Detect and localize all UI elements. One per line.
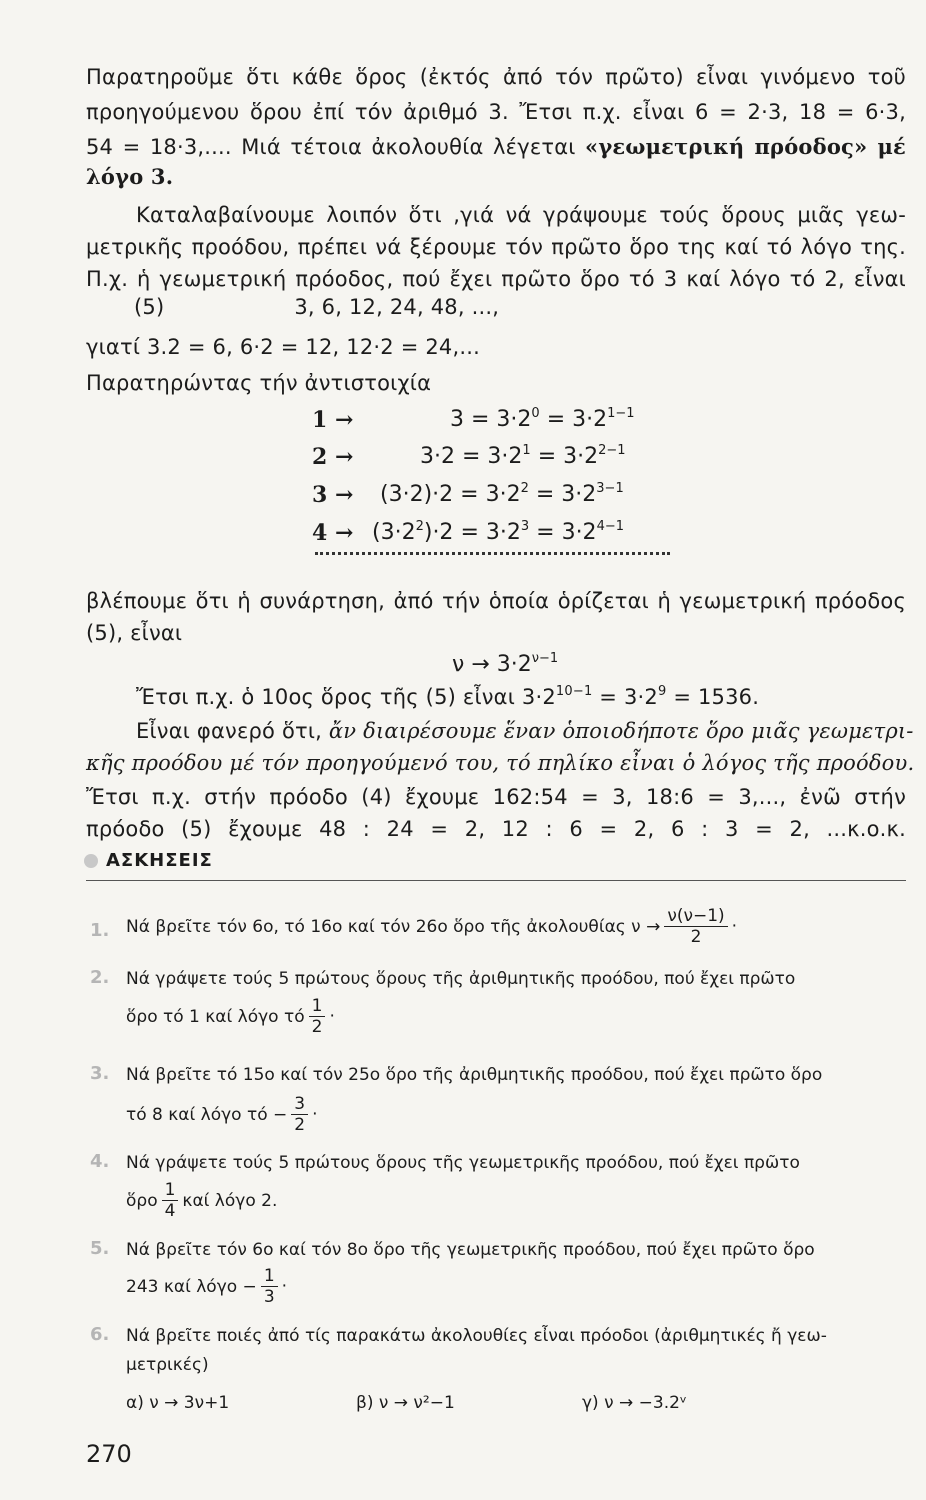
exercise-text: Νά γράψετε τούς 5 πρώτους ὅρους τῆς ἀριθμητικῆς προόδου, πού ἔχει πρῶτο [126,969,796,989]
text-line-15 [86,716,914,746]
table-row-2-expr [420,442,626,472]
mid-exp: 0 [531,406,540,421]
fraction [291,1094,308,1135]
exercise-text: Νά βρεῖτε τόν 6ο, τό 16ο καί τόν 26ο ὅρο τῆς ἀκολουθίας ν → [126,916,661,937]
row-index: 3 → [312,482,354,508]
exercise-text: Νά βρεῖτε τό 15ο καί τόν 25ο ὅρο τῆς ἀριθμητικῆς προόδου, πού ἔχει πρῶτο ὅρο [126,1065,823,1085]
text-line-5: Καταλαβαίνουμε λοιπόν ὅτι ,γιά νά γράψουμε τούς ὅρους μιᾶς γεω- [136,203,906,227]
fraction [261,1266,278,1307]
row-index: 2 → [312,444,354,470]
heading-rule [86,880,906,881]
heading-bullet-icon [84,854,98,868]
rhs: = 3·2 [537,444,599,469]
mid-exp: 3 [520,519,530,534]
exercise-text: Νά βρεῖτε ποιές ἀπό τίς παρακάτω ἀκολουθίες εἶναι πρόοδοι (ἀριθμητικές ἤ γεω- [126,1326,827,1346]
lhs-exp: 2 [415,519,424,534]
exp-2: 9 [657,684,667,699]
option-b: β) ν → ν²−1 [356,1393,455,1413]
lhs: 3 [450,407,464,432]
text-14b: = 3·2 [592,685,658,709]
end: · [329,1006,335,1027]
text-line-4: λόγο 3. [86,164,174,189]
table-row-3-expr [380,480,624,510]
row-index: 1 → [312,407,354,433]
end: · [281,1276,288,1297]
fraction [309,996,326,1037]
text-line-2: προηγούμενου ὅρου ἐπί τόν ἀριθμό 3. Ἔτσι π.χ. εἶναι 6 = 2·3, 18 = 6·3, [86,100,906,124]
rhs-exp: 4−1 [596,519,624,534]
text-line-1: Παρατηροῦμε ὅτι κάθε ὅρος (ἐκτός ἀπό τόν πρῶτο) εἶναι γινόμενο τοῦ [86,65,906,89]
text-line-14 [86,682,906,712]
denominator: 3 [263,1287,275,1307]
mid-exp: 2 [520,481,529,496]
geometric-progression-term: «γεωμετρική πρόοδος» μέ [585,134,906,159]
numerator: 3 [291,1094,308,1115]
rhs-exp: 1−1 [607,406,635,421]
exercises-heading: ΑΣΚΗΣΕΙΣ [106,850,213,871]
formula-base: ν → 3·2 [452,652,532,677]
exercise-number: 4. [90,1151,110,1172]
end: καί λόγο 2. [182,1190,278,1211]
exercise-number: 6. [90,1324,110,1345]
numerator: 1 [309,996,326,1017]
lhs: (3·2 [372,520,416,545]
table-row-1-expr [450,405,635,435]
text-14c: = 1536. [666,685,760,709]
exercise-text-2: ὅρο [126,1190,158,1211]
rhs-exp: 3−1 [596,481,624,496]
table-row-2 [312,442,353,473]
exercise-text: Νά βρεῖτε τόν 6ο καί τόν 8ο ὅρο τῆς γεωμετρικῆς προόδου, πού ἔχει πρῶτο ὅρο [126,1240,815,1260]
table-row-1 [312,405,353,436]
option-c: γ) ν → −3.2ᵛ [582,1393,688,1413]
text-line-16: κῆς προόδου μέ τόν προηγούμενό του, τό πηλίκο εἶναι ὁ λόγος τῆς προόδου. [86,751,915,775]
rhs-exp: 2−1 [598,443,626,458]
text-line-11: βλέπουμε ὅτι ἡ συνάρτηση, ἀπό τήν ὁποία ὁρίζεται ἡ γεωμετρική πρόοδος [86,589,906,613]
end: · [731,916,738,937]
exercise-5-line2 [126,1266,287,1307]
exercise-text-2: ὅρο τό 1 καί λόγο τό [126,1006,305,1027]
numerator: ν(ν−1) [664,906,727,927]
exercise-number: 5. [90,1238,110,1259]
exercise-text-2: τό 8 καί λόγο τό − [126,1104,288,1125]
table-row-3 [312,480,353,511]
table-row-4 [312,518,353,549]
text-line-8 [86,292,906,322]
text-line-12: (5), εἶναι [86,621,183,645]
exercise-number: 2. [90,967,110,988]
rhs: = 3·2 [546,407,608,432]
row-index: 4 → [312,520,354,546]
exercise-1-text [126,906,737,947]
text-line-9: γιατί 3.2 = 6, 6·2 = 12, 12·2 = 24,... [86,335,480,359]
exercise-2-line2 [126,996,335,1037]
exercise-number: 3. [90,1063,110,1084]
mid-exp: 1 [522,443,531,458]
denominator: 2 [311,1017,323,1037]
option-a: α) ν → 3ν+1 [126,1393,230,1413]
text-line-17: Ἔτσι π.χ. στήν πρόοδο (4) ἔχουμε 162:54 = 3, 18:6 = 3,..., ἐνῶ στήν [86,785,906,809]
mid: = 3·2 [460,482,521,507]
rhs: = 3·2 [535,482,597,507]
exercise-text-2: 243 καί λόγο − [126,1276,257,1297]
denominator: 4 [164,1201,176,1221]
numerator: 1 [162,1180,179,1201]
table-row-4-expr [372,518,624,548]
exercise-text: Νά γράψετε τούς 5 πρώτους ὅρους τῆς γεωμετρικῆς προόδου, πού ἔχει πρῶτο [126,1153,800,1173]
denominator: 2 [690,927,702,947]
text-14a: Ἔτσι π.χ. ὁ 10ος ὅρος τῆς (5) εἶναι 3·2 [136,685,556,709]
text-line-18: πρόοδο (5) ἔχουμε 48 : 24 = 2, 12 : 6 = 2, 6 : 3 = 2, ...κ.ο.κ. [86,817,906,841]
mid: = 3·2 [471,407,532,432]
exercise-3-line2 [126,1094,318,1135]
fraction [162,1180,179,1221]
formula-exp: ν−1 [531,651,559,666]
text-line-7: Π.χ. ἡ γεωμετρική πρόοδος, πού ἔχει πρῶτο ὅρο τό 3 καί λόγο τό 2, εἶναι [86,267,906,291]
text-line-3 [86,132,906,162]
page-number: 270 [86,1440,132,1468]
dotted-continuation-line [315,550,670,555]
exp-1: 10−1 [555,684,593,699]
text-line-10: Παρατηρώντας τήν ἀντιστοιχία [86,371,432,395]
end: · [312,1104,318,1125]
mid: = 3·2 [462,444,523,469]
text-15a: Εἶναι φανερό ὅτι, [136,719,329,743]
equation-label-5: (5) [134,295,165,319]
function-formula [452,650,558,680]
progression-terms: 3, 6, 12, 24, 48, ..., [294,295,500,319]
mid: = 3·2 [460,520,521,545]
lhs: 3·2 [420,444,455,469]
rule-italic-1: ἄν διαιρέσουμε ἕναν ὁποιοδήποτε ὅρο μιᾶς γεωμετρι- [328,719,914,743]
denominator: 2 [294,1115,306,1135]
text-line-6: μετρικῆς προόδου, πρέπει νά ξέρουμε τόν πρῶτο ὅρο της καί τό λόγο της. [86,235,906,259]
lhs-tail: )·2 [423,520,454,545]
text-line-3a: 54 = 18·3,.... Μιά τέτοια ἀκολουθία λέγεται [86,135,586,159]
fraction [664,906,727,947]
exercise-4-line2 [126,1180,277,1221]
lhs: (3·2)·2 [380,482,454,507]
exercise-text-2: μετρικές) [126,1355,209,1375]
exercise-number: 1. [90,920,110,941]
numerator: 1 [261,1266,278,1287]
rhs: = 3·2 [536,520,597,545]
